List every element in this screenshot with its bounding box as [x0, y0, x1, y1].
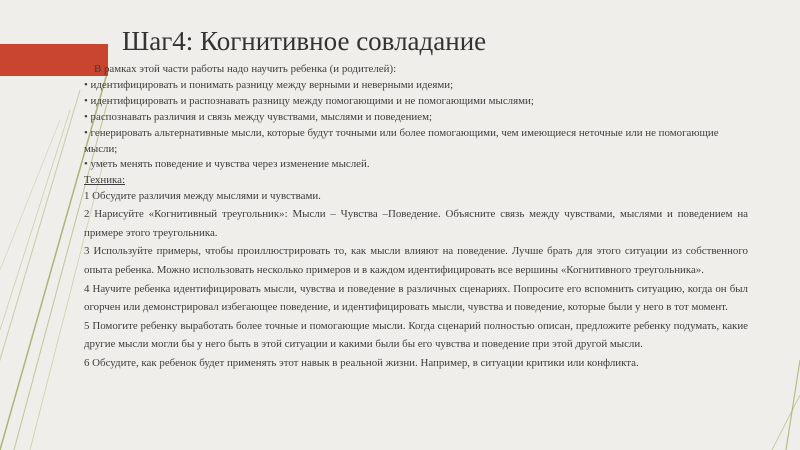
bullet-item: • идентифицировать и распознавать разницу между помогающими и не помогающими мыслями;	[84, 94, 534, 107]
bullet-item: • уметь менять поведение и чувства через изменение мыслей.	[84, 158, 370, 171]
bullet-item: • идентифицировать и понимать разницу между верными и неверными идеями;	[84, 78, 454, 91]
technique-step: 1 Обсудите различия между мыслями и чувствами.	[84, 190, 321, 203]
technique-step: 6 Обсудите, как ребенок будет применять этот навык в реальной жизни. Например, в ситуации критики или конфликта.	[84, 356, 639, 369]
technique-heading: Техника:	[84, 174, 126, 187]
slide-body	[84, 62, 748, 373]
slide-title: Шаг4: Когнитивное совладание	[122, 26, 487, 56]
bullet-item: • распознавать различия и связь между чувствами, мыслями и поведением;	[84, 110, 433, 123]
intro-text: В рамках этой части работы надо научить ребенка (и родителей):	[94, 63, 397, 75]
technique-step: 3 Используйте примеры, чтобы проиллюстрировать то, как мысли влияют на поведение. Лучше брать для этого ситуации из собственного опыта ребенка. Можно использовать несколько примеров и в каждом идентифицировать все вершины «Когнитивного треугольника».	[84, 245, 748, 276]
technique-step: 5 Помогите ребенку выработать более точные и помогающие мысли. Когда сценарий полностью описан, предложите ребенку подумать, какие другие мысли могли бы у него быть в этой ситуации и какими были бы его чувства и поведение при этой другой мысли.	[84, 319, 748, 351]
technique-step: 4 Научите ребенка идентифицировать мысли, чувства и поведение в различных сценариях. Попросите его вспомнить ситуацию, когда он был огорчен или демонстрировал избегающее поведение, и идентифицировать мысли, чувства и поведение, которые были у него в тот момент.	[84, 282, 748, 314]
technique-step: 2 Нарисуйте «Когнитивный треугольник»: Мысли – Чувства –Поведение. Объясните связь между чувствами, мыслями и поведением на примере этого треугольника.	[84, 208, 748, 239]
bullet-item: • генерировать альтернативные мысли, которые будут точными или более помогающими, чем имеющиеся неточные или не помогающие мысли;	[84, 126, 719, 155]
